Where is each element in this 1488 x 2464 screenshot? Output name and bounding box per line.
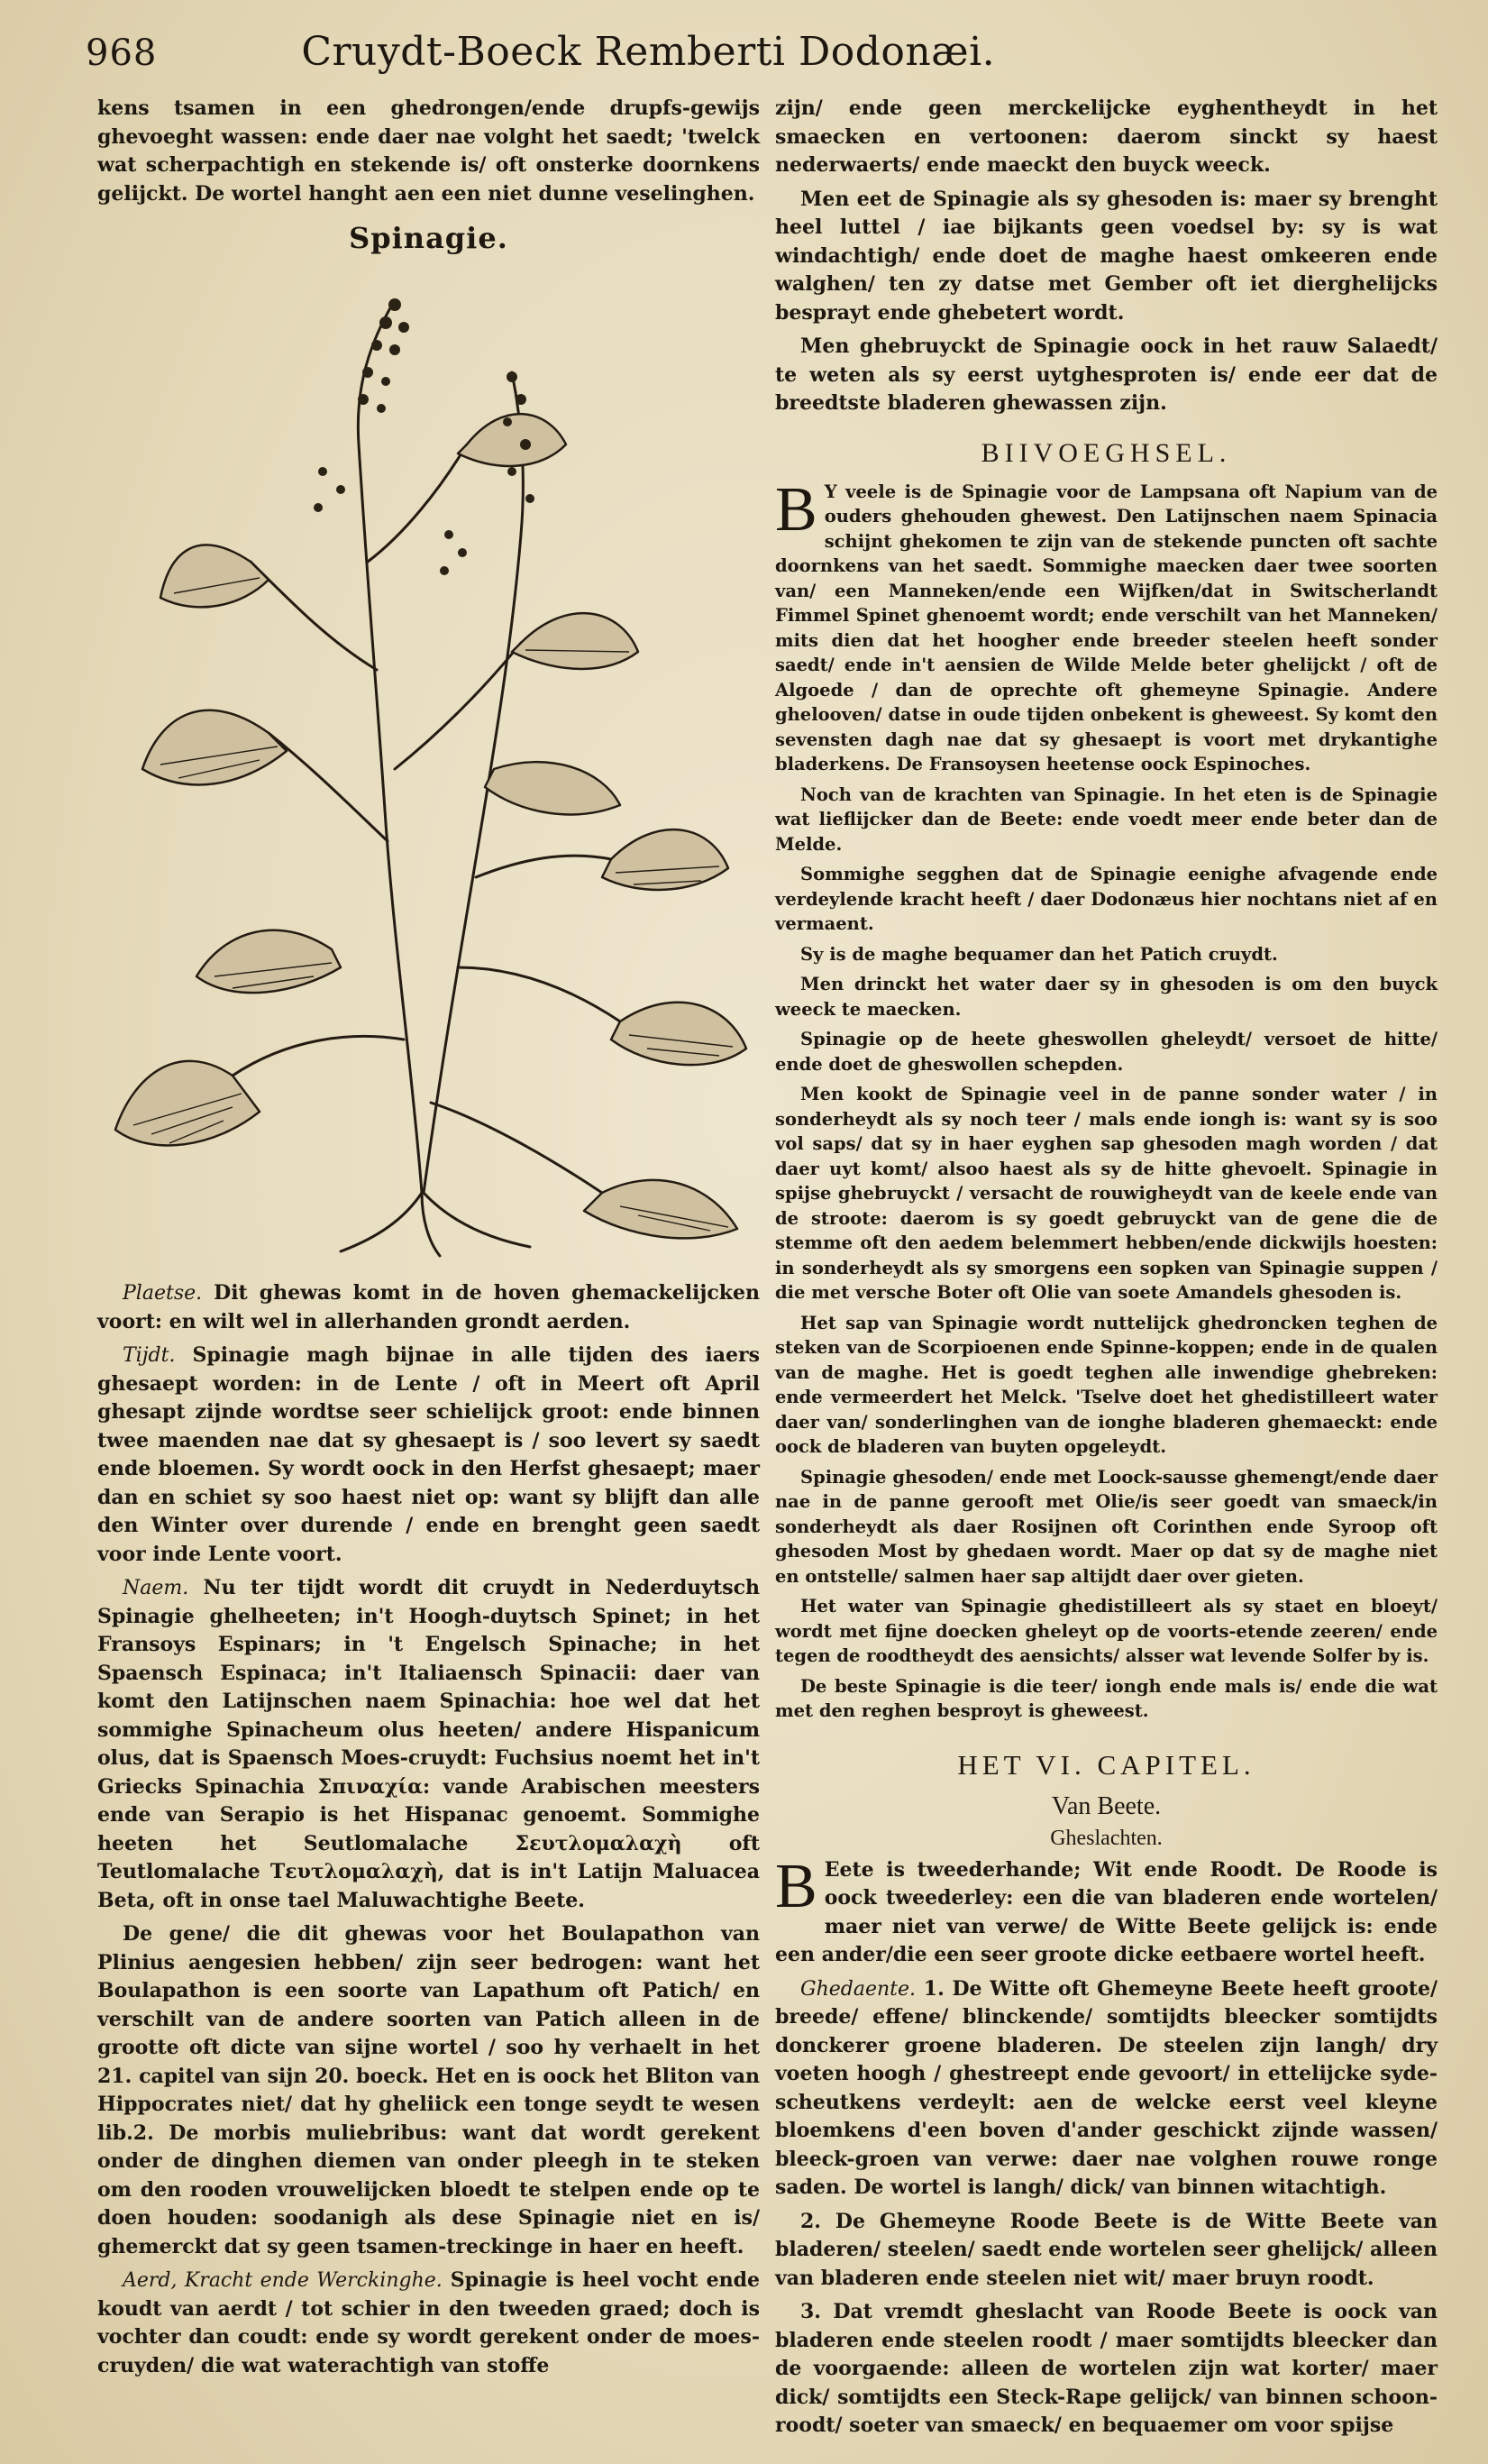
bijvoeghsel-paragraph-9: Spinagie ghesoden/ ende met Loock-sausse ghemengt/ende daer nae in de panne gerooft met Olie/is seer goedt van smaeck/in sonderheydt als daer Rosijnen oft Corinthen ende Syroop oft ghesoden Most by ghedaen wordt. Maer op dat sy de maghe niet en ontstelle/ salmen haer sap altijdt daer over gieten. — [775, 1466, 1438, 1587]
bijvoeghsel-paragraph-8: Het sap van Spinagie wordt nuttelijck ghedroncken teghen de steken van de Scorpioenen ende Spinne-koppen; ende in de qualen van de maghe. Het is goedt teghen alle inwendige ghebreken: ende vermeerdert het Melck. 'Tselve doet het ghedistilleert water daer van/ sonderlinghen van de ionghe bladeren ghemaeckt: ende oock de bladeren van buyten opgeleydt. — [775, 1312, 1438, 1457]
geslachten-text: Eete is tweederhande; Wit ende Roodt. De Roode is oock tweederley: een die van bladeren ende wortelen/ maer niet van verwe/ de Witte Beete gelijck is: ende een ander/die een seer groote dicke eetbaere wortel heeft. — [775, 1857, 1438, 1966]
bijvoeghsel-paragraph-7: Men kookt de Spinagie veel in de panne sonder water / in sonderheydt als sy noch teer / mals ende iongh is: want sy is soo vol saps/ dat sy in haer eyghen sap ghesoden magh worden / dat daer uyt komt/ alsoo haest als sy de hitte ghevoelt. Spinagie in spijse ghebruyckt / versacht de rouwigheydt van de keele ende van de stroote: daerom is sy goedt gebruyckt van de gene die de stemme oft den aedem belemmert hebben/ende dickwijls hoesten: in sonderheydt als sy smorgens een sopken van Spinagie suppen / die met versche Boter oft Olie van soete Amandels ghesoden is. — [775, 1084, 1438, 1303]
paragraph-right-3: Men ghebruyckt de Spinagie oock in het rauw Salaedt/ te weten als sy eerst uytghesproten is/ ende eer dat de breedtste bladeren ghewassen zijn. — [775, 334, 1438, 415]
bijvoeghsel-paragraph-10: Het water van Spinagie ghedistilleert als sy staet en bloeyt/ wordt met fijne doecken gheleyt op de voorts-etende zeeren/ ende tegen de roodtheydt des aensichts/ alsser wat levende Solfer by is. — [775, 1596, 1438, 1666]
text-ghedaente: 1. De Witte oft Ghemeyne Beete heeft groote/ breede/ effene/ blinckende/ somtijdts bleecker somtijdts donckerer groene bladeren. De steelen zijn langh/ dry voeten hoogh / ghestreept ende gevoort/ in ettelijcke syde-scheutkens verdeylt: aen de welcke eerst veel kleyne bloemkens d'een boven d'ander geschickt zijnde wassen/ bleeck-groen van verwe: daer nae volghen rouwe ronge saden. De wortel is langh/ dick/ van binnen witachtigh. — [775, 1976, 1438, 2199]
text-naem: Nu ter tijdt wordt dit cruydt in Nederduytsch Spinagie ghelheeten; in't Hoogh-duytsch Spinet; in het Fransoys Espinars; in 't Engelsch Spinache; in het Spaensch Espinaca; in't Italiaensch Spinacii: daer van komt den Latijnschen naem Spinachia: hoe wel dat het sommighe Spinacheum olus heeten/ andere Hispanicum olus, dat is Spaensch Moes-cruydt: Fuchsius noemt het in't Griecks Spinachia Σπιναχία: vande Arabischen meesters ende van Serapio is het Hispanac genoemt. Sommighe heeten het Seutlomalache Σευτλομαλαχὴ oft Teutlomalache Τευτλομαλαχὴ, dat is in't Latijn Maluacea Beta, oft in onse tael Maluwachtighe Beete. — [97, 1576, 760, 1912]
geslachten-paragraph — [775, 1851, 1438, 1970]
text-tijdt: Spinagie magh bijnae in alle tijden des iaers ghesaept worden: in de Lente / oft in Meert oft April ghesapt zijnde wordtse seer schielijck groot: ende binnen twee maenden nae dat sy ghesaept is / soo levert sy saedt ende bloemen. Sy wordt oock in den Herfst ghesaept; maer dan en schiet sy soo haest niet op: want sy blijft dan alle den Winter over durende / ende en brenght geen saedt voor inde Lente voort. — [97, 1343, 760, 1566]
spinach-woodcut-illustration — [97, 264, 760, 1265]
text-aerd: Spinagie is heel vocht ende koudt van aerdt / tot schier in den tweeden graed; doch is vochter dan coudt: ende sy wordt gerekent onder de moes-cruyden/ die wat waterachtigh van stoffe — [97, 2268, 760, 2377]
label-plaetse: Plaetse. — [123, 1282, 203, 1305]
spinach-plant-drawing — [97, 264, 760, 1265]
chapter-subject: Van Beete. — [1051, 1791, 1162, 1820]
label-tijdt: Tijdt. — [123, 1344, 176, 1367]
bijvoeghsel-paragraph-6: Spinagie op de heete gheswollen gheleydt/ versoet de hitte/ ende doet de gheswollen schepden. — [775, 1029, 1438, 1075]
paragraph-vremdt-beete: 3. Dat vremdt gheslacht van Roode Beete is oock van bladeren ende steelen roodt / maer somtijdts bleecker dan de voorgaende: alleen de wortelen zijn wat korter/ maer dick/ somtijdts een Steck-Rape gelijck/ van binnen schoon-roodt/ soeter van smaeck/ en bequaemer om voor spijse — [775, 2300, 1438, 2437]
paragraph-roode-beete: 2. De Ghemeyne Roode Beete is de Witte Beete van bladeren/ steelen/ saedt ende wortelen seer ghelijck/ alleen van bladeren ende steelen niet wit/ maer bruyn roodt. — [775, 2209, 1438, 2290]
paragraph-tijdt — [97, 1342, 760, 1569]
left-column — [97, 95, 760, 2386]
bijvoeghsel-paragraph-11: De beste Spinagie is die teer/ iongh ende mals is/ ende die wat met den reghen besproyt is gheweest. — [775, 1675, 1438, 1721]
geslachten-heading: Gheslachten. — [1050, 1826, 1163, 1850]
bijvoeghsel-paragraph-4: Sy is de maghe bequamer dan het Patich cruydt. — [800, 943, 1278, 965]
paragraph-plaetse — [97, 1279, 760, 1336]
drop-cap-b: B — [775, 474, 817, 545]
page-header — [86, 29, 1095, 92]
bijvoeghsel-heading: BIIVOEGHSEL. — [981, 437, 1232, 468]
bijvoeghsel-paragraph-2: Noch van de krachten van Spinagie. In het eten is de Spinagie wat lieflijcker dan de Beete: ende voedt meer ende beter dan de Melde. — [775, 783, 1438, 855]
label-naem: Naem. — [123, 1577, 189, 1599]
plant-title: Spinagie. — [349, 221, 508, 255]
bijvoeghsel-paragraph-5: Men drinckt het water daer sy in ghesoden is om den buyck weeck te maecken. — [775, 974, 1438, 1020]
intro-paragraph: kens tsamen in een ghedrongen/ende drupfs-gewijs ghevoeght wassen: ende daer nae volght het saedt; 'twelck wat scherpachtigh en stekende is/ oft onsterke doornkens gelijckt. De wortel hanght aen een niet dunne veselinghen. — [97, 96, 760, 206]
running-title: Cruydt-Boeck Remberti Dodonæi. — [301, 29, 996, 75]
bijvoeghsel-text-1: Y veele is de Spinagie voor de Lampsana oft Napium van de ouders ghehouden ghewest. Den Latijnschen naem Spinacia schijnt ghekomen te zijn van de stekende puncten oft sachte doornkens van het saedt. Sommighe maecken daer twee soorten van/ een Manneken/ende een Wijfken/dat in Switscherlandt Fimmel Spinet ghenoemt wordt; ende verschilt van het Manneken/ mits dien dat het hoogher ende breeder steelen heeft sonder saedt/ ende in't aensien de Wilde Melde beter ghelijckt / oft de Algoede / dan de oprechte oft ghemeyne Spinagie. Andere ghelooven/ datse in oude tijden onbekent is gheweest. Sy komt den sevensten dagh nae dat sy ghesaept is voort met drykantighe bladerkens. De Fransoysen heetense oock Espinoches. — [775, 481, 1438, 774]
right-column — [775, 95, 1438, 2446]
chapter-heading: HET VI. CAPITEL. — [957, 1748, 1255, 1781]
paragraph-ghedaente — [775, 1975, 1438, 2203]
paragraph-right-2: Men eet de Spinagie als sy ghesoden is: maer sy brenght heel luttel / iae bijkants geen voedsel by: sy is wat windachtigh/ ende doet de maghe haest omkeeren ende walghen/ ten zy datse met Gember oft iet dierghelijcks besprayt ende ghebetert wordt. — [775, 187, 1438, 325]
paragraph-naem-2: De gene/ die dit ghewas voor het Boulapathon van Plinius aengesien hebben/ zijn seer bedrogen: want het Boulapathon is een soorte van Lapathum oft Patich/ en verschilt van de andere soorten van Patich alleen in de grootte oft dicte van sijne wortel / soo hy verhaelt in het 21. capitel van sijn 20. boeck. Het en is oock het Bliton van Hippocrates niet/ dat hy gheliick een tonge seydt te wesen lib.2. De morbis muliebribus: want dat wordt gerekent onder de dinghen diemen van onder pleegh in te steken om den rooden vrouwelijcken bloedt te stelpen ende op te doen houden: soodanigh als dese Spinagie niet en is/ ghemerckt dat sy geen tsamen-treckinge in haer en heeft. — [97, 1922, 760, 2258]
text-plaetse: Dit ghewas komt in de hoven ghemackelijcken voort: en wilt wel in allerhanden grondt aerden. — [97, 1281, 760, 1333]
bijvoeghsel-paragraph-1 — [775, 474, 1438, 777]
paragraph-right-1: zijn/ ende geen merckelijcke eyghentheydt in het smaecken en vertoonen: daerom sinckt sy haest nederwaerts/ ende maeckt den buyck weeck. — [775, 96, 1438, 177]
bijvoeghsel-paragraph-3: Sommighe segghen dat de Spinagie eenighe afvagende ende verdeylende kracht heeft / daer Dodonæus hier nochtans niet af en vermaent. — [775, 864, 1438, 934]
label-ghedaente: Ghedaente. — [800, 1977, 917, 2001]
paragraph-aerd — [97, 2267, 760, 2380]
paragraph-naem — [97, 1574, 760, 1915]
label-aerd: Aerd, Kracht ende Werckinghe. — [123, 2269, 443, 2292]
page-number: 968 — [86, 32, 158, 74]
drop-cap-b-2: B — [775, 1851, 817, 1921]
